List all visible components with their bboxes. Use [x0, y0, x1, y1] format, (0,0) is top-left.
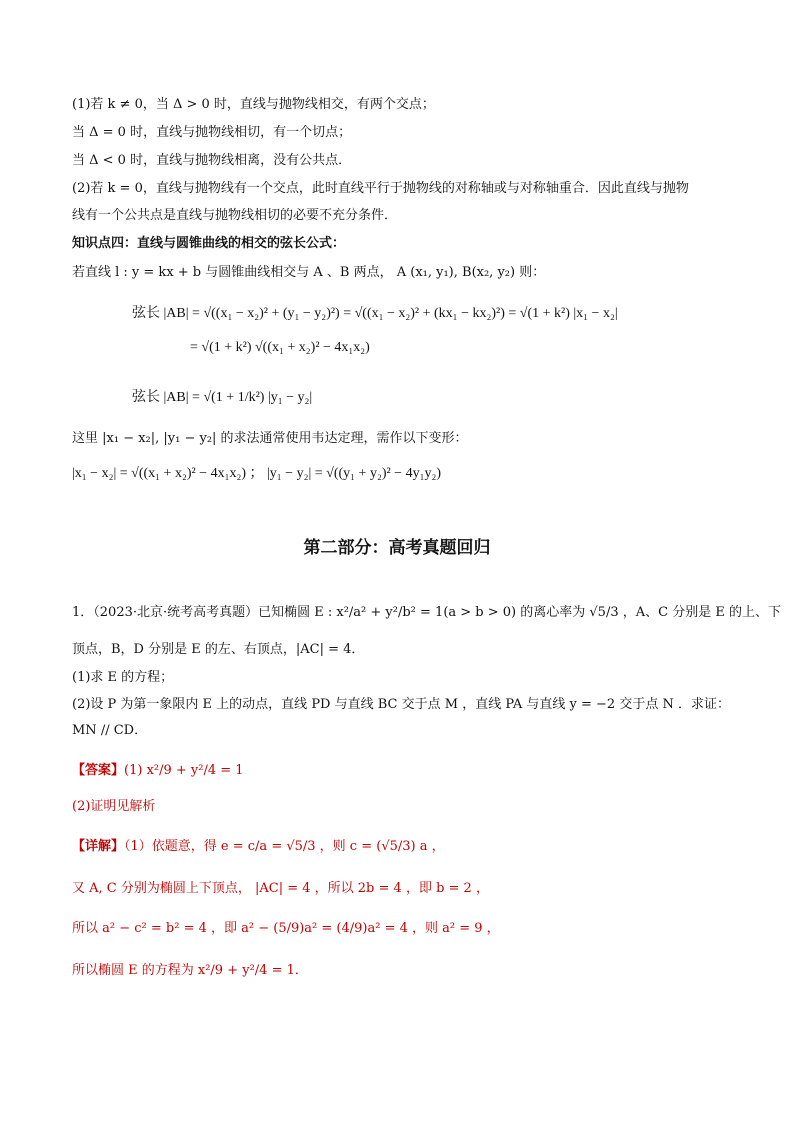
answer-line-1	[72, 762, 244, 780]
detail-step-2: 又 A, C 分别为椭圆上下顶点， |AC| = 4 ，所以 2b = 4 ，即 b = 2 ，	[72, 881, 489, 896]
vieta-formulas: |x₁ − x₂| = √((x₁ + x₂)² − 4x₁x₂) ； |y₁ − y₂| = √((y₁ + y₂)² − 4y₁y₂)	[72, 466, 442, 481]
answer-part-2: (2)证明见解析	[72, 799, 156, 814]
chord-length-formula-2: = √(1 + k²) √((x₁ + x₂)² − 4x₁x₂)	[190, 340, 370, 355]
detail-step-3: 所以 a² − c² = b² = 4 ，即 a² − (5/9)a² = (4/9)a² = 4 ，则 a² = 9 ，	[72, 921, 500, 936]
chord-intro: 若直线 l : y = kx + b 与圆锥曲线相交与 A 、B 两点， A (x₁, y₁), B(x₂, y₂) 则：	[72, 265, 546, 280]
vieta-note: 这里 |x₁ − x₂|, |y₁ − y₂| 的求法通常使用韦达定理，需作以下变形：	[72, 431, 468, 446]
detail-step-1: （1）依题意，得 e = c/a = √5/3 ，则 c = (√5/3) a ，	[124, 839, 445, 854]
section-heading: 第二部分：高考真题回归	[303, 538, 491, 558]
question-1-part-2: (2)设 P 为第一象限内 E 上的动点，直线 PD 与直线 BC 交于点 M ，直线 PA 与直线 y = −2 交于点 N ．求证：	[72, 697, 730, 712]
detail-line-1	[72, 838, 445, 856]
question-1-stem: 1．（2023·北京·统考高考真题）已知椭圆 E : x²/a² + y²/b² = 1(a > b > 0) 的离心率为 √5/3 ，A、C 分别是 E 的上、下	[72, 605, 781, 620]
chord-length-formula-1: 弦长 |AB| = √((x₁ − x₂)² + (y₁ − y₂)²) = √((x₁ − x₂)² + (kx₁ − kx₂)²) = √(1 + k²) |x₁ − x₂|	[132, 306, 618, 321]
case-line-4: (2)若 k = 0，直线与抛物线有一个交点，此时直线平行于抛物线的对称轴或与对称轴重合．因此直线与抛物	[72, 181, 689, 196]
case-line-3: 当 Δ < 0 时，直线与抛物线相离，没有公共点．	[72, 153, 352, 168]
knowledge-point-title: 知识点四：直线与圆锥曲线的相交的弦长公式：	[72, 236, 346, 251]
question-1-part-1: (1)求 E 的方程；	[72, 670, 174, 685]
answer-tag: 【答案】	[72, 763, 125, 778]
question-1-stem-cont: 顶点，B，D 分别是 E 的左、右顶点，|AC| = 4．	[72, 642, 365, 657]
case-line-5: 线有一个公共点是直线与抛物线相切的必要不充分条件．	[72, 208, 398, 223]
case-line-1: (1)若 k ≠ 0，当 Δ > 0 时，直线与抛物线相交，有两个交点；	[72, 97, 435, 112]
chord-length-formula-3: 弦长 |AB| = √(1 + 1/k²) |y₁ − y₂|	[132, 390, 313, 405]
answer-part-1: (1) x²/9 + y²/4 = 1	[124, 763, 244, 778]
case-line-2: 当 Δ = 0 时，直线与抛物线相切，有一个切点；	[72, 125, 352, 140]
question-1-part-2-cont: MN // CD．	[72, 723, 148, 738]
detail-tag: 【详解】	[72, 839, 125, 854]
detail-step-4: 所以椭圆 E 的方程为 x²/9 + y²/4 = 1．	[72, 963, 308, 978]
